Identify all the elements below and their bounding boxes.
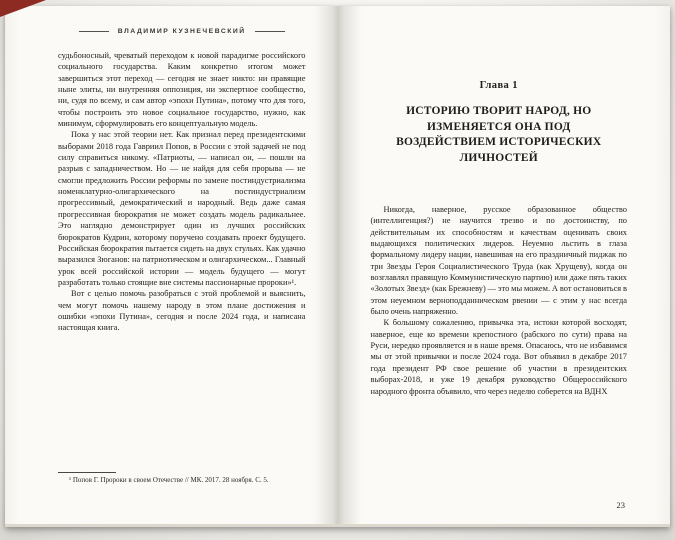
page-number: 23 [616, 500, 625, 510]
chapter-title: ИСТОРИЮ ТВОРИТ НАРОД, НО ИЗМЕНЯЕТСЯ ОНА ПОД ВОЗДЕЙСТВИЕМ ИСТОРИЧЕСКИХ ЛИЧНОСТЕЙ [396, 105, 602, 164]
left-page [5, 6, 338, 524]
body-paragraph: судьбоносный, чреватый переходом к новой парадигме российского социального государства. Каким конкретно итогом может завершиться этот переход — сегодня не знает никто: ни правящие ныне элиты, ни внутренняя оппозиция, ни экспертное сообщество, ни, судя по всему, и сам автор «эпохи Путина», потому что для того, чтобы построить это новое социальное государство, нужно, как минимум, сформулировать его концептуальную модель. [58, 51, 306, 129]
running-header [58, 28, 306, 35]
red-cover-corner-decoration [0, 0, 46, 17]
body-paragraph: К большому сожалению, привычка эта, истоки которой восходят, наверное, еще ко времени крепостного (рабского по сути) права на Руси, нередко проявляется и в наше время. Опасаюсь, что не избавимся мы от этой привычки и после 2024 года. Вот объявил в декабре 2017 года президент РФ свое решение об участии в президентских выборах-2018, и уже 19 декабря руководство Общероссийского народного фронта объявило, что через неделю соберется на ВДНХ [370, 318, 627, 396]
footnote-text: ¹ Попов Г. Пророки в своем Отечестве // МК. 2017. 28 ноября. С. 5. [69, 476, 269, 485]
body-paragraph: Вот с целью помочь разобраться с этой проблемой и выяснить, чем могут помочь нашему народу в этом плане достижения и ошибки «эпохи Путина», сегодня и после 2024 года, и написана настоящая книга. [58, 289, 306, 333]
chapter-label: Глава 1 [479, 80, 518, 91]
header-rule-right [255, 31, 285, 32]
right-page [338, 6, 671, 524]
running-header-text: ВЛАДИМИР КУЗНЕЧЕВСКИЙ [117, 28, 246, 35]
footnote-rule [58, 472, 116, 473]
book-spread [5, 6, 670, 527]
body-paragraph: Никогда, наверное, русское образованное общество (интеллигенция?) не научится трезво и по достоинству, по действительным их способностям и качествам оценивать своих выдающихся политических лидеров. Неуемно льстить в глаза формальному лидеру нации, навешивая на его праздничный пиджак по три Звезды Героя Социалистического Труда (как Хрущеву), когда он возглавлял правящую Коммунистическую партию) или даже пять таких «Золотых Звезд» (как Брежневу) — это мы можем. А вот остановиться в этом неуемном верноподданническом рвении — с этим у нас всегда было очень напряженно. [370, 205, 627, 317]
body-paragraph: Пока у нас этой теории нет. Как признал перед президентскими выборами 2018 года Гавриил Попов, в России с этой задачей не под силу справиться никому. «Патриоты, — написал он, — пошли на разрыв с западничеством. Но — не найдя для себя прорыва — не смогли предложить России реформы по замене постиндустриализма номенклатурно-олигархического на постиндустриализм прогрессивный, демократический и народный. Ведь даже самая прогрессивная бюрократия не может создать модель радикальнее. Это наглядно демонстрирует один из лучших российских бюрократов Кудрин, которому поручено создавать проект будущего. Российская бюрократия пытается сидеть на двух стульях. Как удачно выразился Зюганов: на патриотическом и олигархическом... Главный урок всей российской истории — модель будущего — могут разработать только стоящие вне системы пассионарные пророки»¹. [58, 130, 306, 287]
footnote-block [58, 464, 306, 486]
header-rule-left [79, 31, 109, 32]
